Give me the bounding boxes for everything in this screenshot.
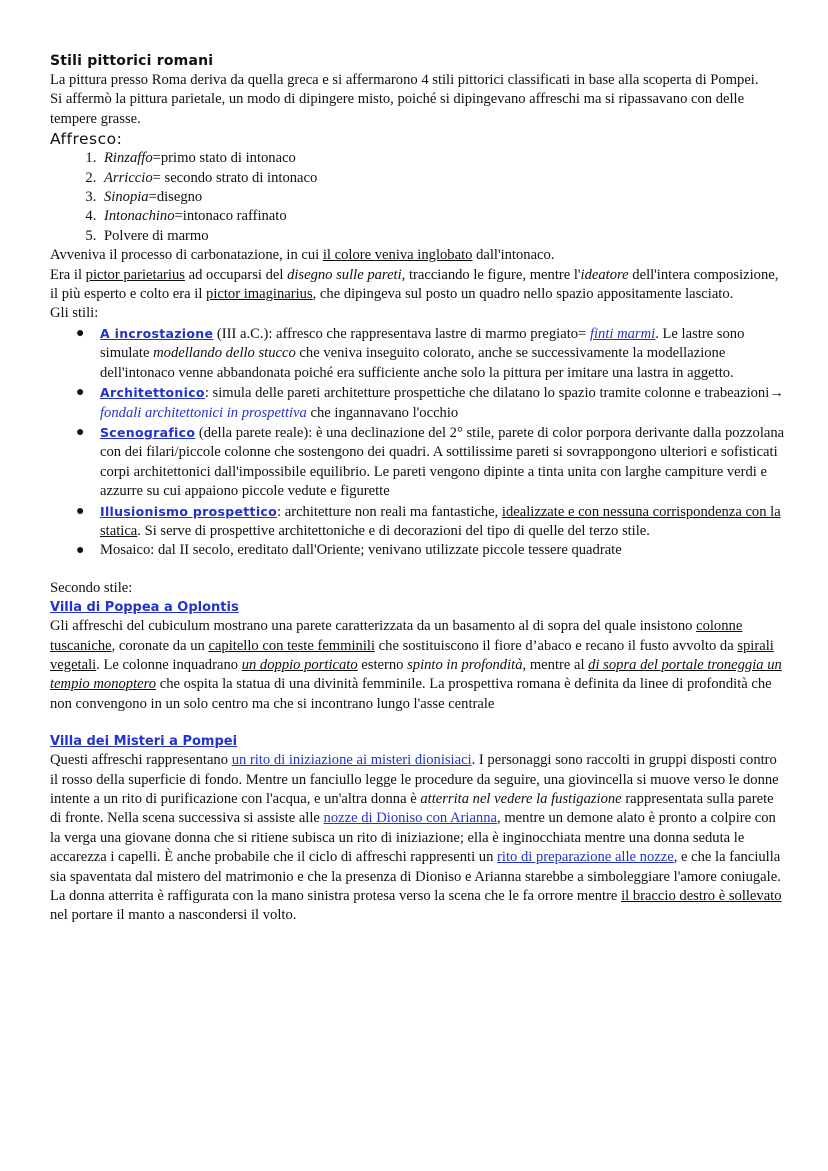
link[interactable]: nozze di Dioniso con Arianna [323, 810, 498, 827]
underlined-text: il colore veniva inglobato [322, 247, 473, 264]
stili-heading: Gli stili: [50, 305, 99, 322]
page-title: Stili pittorici romani [50, 53, 214, 69]
underlined-text: spirali vegetali [50, 637, 774, 673]
secondo-stile-heading: Secondo stile: [50, 579, 133, 596]
style-name: Scenografico [100, 424, 196, 440]
intro-paragraph-2: Si affermò la pittura parietale, un modo di dipingere misto, poiché si dipingevano affreschi ma si ripassavano con delle tempere grasse. [50, 91, 745, 127]
document-page [50, 52, 785, 926]
underlined-text: pictor imaginarius [206, 286, 313, 303]
bullet-icon: ● [76, 385, 85, 401]
list-item-term: Arriccio [104, 169, 153, 186]
affresco-heading: Affresco: [50, 130, 123, 149]
bullet-icon: ● [76, 325, 85, 341]
list-item [100, 188, 785, 207]
list-item [100, 227, 785, 246]
list-item: ● Scenografico (della parete reale): è una declinazione del 2° stile, parete di color porpora derivante dalla pozzolana con dei filari/piccole colonne che sostengono dei quadri. A sottilissime pareti si sovrappongono ulteriori e sofisticati corpi architettonici dall'impossibile equilibrio. Le pareti vengono dipinte a tinta unita con larghe campiture verdi e azzurre su cui appaiono piccole vedute e figurette [76, 424, 785, 500]
underlined-text: il braccio destro è sollevato [621, 888, 782, 905]
affresco-list [50, 149, 785, 246]
list-item-text: =disegno [148, 189, 203, 206]
underlined-text: pictor parietarius [85, 266, 185, 283]
intro-paragraph-1: La pittura presso Roma deriva da quella greca e si affermarono 4 stili pittorici classificati in base alla scoperta di Pompei. [50, 72, 759, 88]
list-item [100, 169, 785, 188]
list-item-text: Polvere di marmo [104, 227, 209, 244]
stili-list [50, 324, 785, 561]
link[interactable]: finti marmi [589, 325, 656, 342]
bullet-icon: ● [76, 503, 85, 519]
list-item-text: = secondo strato di intonaco [152, 169, 318, 186]
style-name: Illusionismo prospettico [100, 503, 278, 519]
list-item: ● Architettonico: simula delle pareti architetture prospettiche che dilatano lo spazio tramite colonne e trabeazioni→ fondali architettonici in prospettiva che ingannavano l'occhio [76, 385, 784, 421]
underlined-text: un doppio porticato [241, 656, 358, 673]
link[interactable]: rito di preparazione alle nozze [497, 849, 674, 866]
pictor-paragraph: Era il pictor parietarius ad occuparsi del disegno sulle pareti, tracciando le figure, mentre l'ideatore dell'intera composizione, il più esperto e colto era il pictor imaginarius, che dipingeva sul posto un quadro nello spazio appositamente lasciato. [50, 266, 779, 303]
underlined-text: di sopra del portale troneggia un tempio monoptero [50, 656, 782, 693]
underlined-text: capitello con teste femminili [208, 637, 376, 654]
style-name: A incrostazione [100, 325, 214, 341]
section-title-poppea[interactable]: Villa di Poppea a Oplontis [50, 600, 239, 616]
list-item: ● Illusionismo prospettico: architetture non reali ma fantastiche, idealizzate e con nessuna corrispondenza con la statica. Si serve di prospettive architettoniche e di decorazioni del tipo di quelle del terzo stile. [76, 503, 781, 539]
style-name: Architettonico [100, 385, 205, 401]
list-item-text: =primo stato di intonaco [152, 150, 296, 167]
list-item-term: Sinopia [104, 189, 149, 206]
list-item-term: Intonachino [104, 208, 175, 225]
underlined-text: idealizzate e con nessuna corrispondenza con la statica [100, 503, 781, 539]
list-item: ● Mosaico: dal II secolo, ereditato dall'Oriente; venivano utilizzate piccole tessere quadrate [100, 541, 785, 560]
list-item [100, 149, 785, 168]
list-item-term: Rinzaffo [104, 150, 153, 167]
bullet-icon: ● [76, 543, 85, 559]
bullet-icon: ● [76, 424, 85, 440]
underlined-text: colonne tuscaniche [50, 618, 743, 654]
misteri-paragraph: Questi affreschi rappresentano un rito di iniziazione ai misteri dionisiaci. I personaggi sono raccolti in gruppi disposti contro il rosso della superficie di fondo. Mentre un fanciullo legge le procedure da seguire, una giovincella si muove verso le donne intente a un rito di purificazione con l'acqua, e un'altra donna è atterrita nel vedere la fustigazione rappresentata sulla parete di fronte. Nella scena successiva si assiste alle nozze di Dioniso con Arianna, mentre un demone alato è pronto a colpire con la verga una giovane donna che si ritiene subisca un rito di iniziazione; ella è inginocchiata mentre una donna seduta le accarezza i capelli. È anche probabile che il ciclo di affreschi rappresenti un rito di preparazione alle nozze, e che la fanciulla sia spaventata dal mistero del matrimonio e che la presenza di Dioniso e Arianna starebbe a simboleggiare l'amore coniugale. La donna atterrita è raffigurata con la mano sinistra protesa verso la scena che le fa orrore mentre il braccio destro è sollevato nel portare il manto a nascondersi il volto. [50, 752, 782, 924]
link[interactable]: un rito di iniziazione ai misteri dionisiaci [231, 752, 472, 769]
list-item: ● A incrostazione (III a.C.): affresco che rappresentava lastre di marmo pregiato= finti marmi. Le lastre sono simulate modellando dello stucco che veniva inseguito colorato, anche se successivamente la modellazione dell'intonaco venne abbandonata poiché era sufficiente anche solo la pittura per imitare una lastra in aggetto. [76, 325, 745, 381]
list-item-text: =intonaco raffinato [174, 208, 287, 225]
highlighted-text: fondali architettonici in prospettiva [100, 404, 307, 421]
poppea-paragraph: Gli affreschi del cubiculum mostrano una parete caratterizzata da un basamento al di sopra del quale insistono colonne tuscaniche, coronate da un capitello con teste femminili che sostituiscono il fiore d’abaco e recano il fusto avvolto da spirali vegetali. Le colonne inquadrano un doppio porticato esterno spinto in profondità, mentre al di sopra del portale troneggia un tempio monoptero che ospita la statua di una divinità femminile. La prospettiva romana è definita da linee di profondità che non convengono in un solo centro ma che si incontrano lungo l'asse centrale [50, 618, 782, 712]
carbonatazione-paragraph: Avveniva il processo di carbonatazione, in cui il colore veniva inglobato dall'intonaco. [50, 247, 555, 264]
list-item [100, 207, 785, 226]
section-title-misteri[interactable]: Villa dei Misteri a Pompei [50, 734, 238, 750]
